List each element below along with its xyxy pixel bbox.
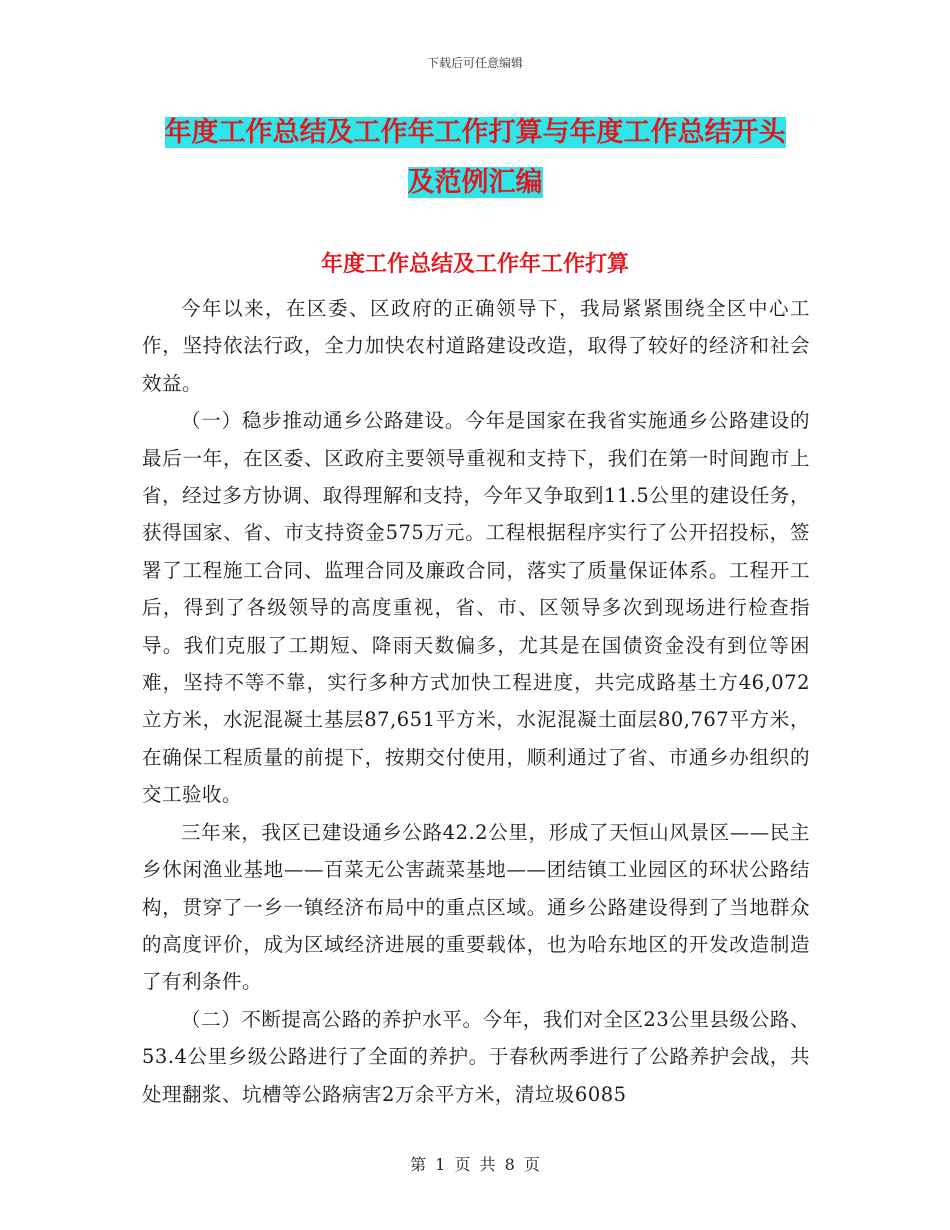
page-footer: 第 1 页 共 8 页 [410, 1155, 540, 1174]
document-body [142, 290, 810, 1113]
section-title: 年度工作总结及工作年工作打算 [320, 251, 629, 277]
document-title [140, 108, 810, 208]
paragraph: 今年以来，在区委、区政府的正确领导下，我局紧紧围绕全区中心工作，坚持依法行政，全力加快农村道路建设改造，取得了较好的经济和社会效益。 [142, 297, 810, 395]
paragraph: （一）稳步推动通乡公路建设。今年是国家在我省实施通乡公路建设的最后一年，在区委、区政府主要领导重视和支持下，我们在第一时间跑市上省，经过多方协调、取得理解和支持，今年又争取到11.5公里的建设任务，获得国家、省、市支持资金575万元。工程根据程序实行了公开招投标，签署了工程施工合同、监理合同及廉政合同，落实了质量保证体系。工程开工后，得到了各级领导的高度重视，省、市、区领导多次到现场进行检查指导。我们克服了工期短、降雨天数偏多，尤其是在国债资金没有到位等困难，坚持不等不靠，实行多种方式加快工程进度，共完成路基土方46,072立方米，水泥混凝土基层87,651平方米，水泥混凝土面层80,767平方米，在确保工程质量的前提下，按期交付使用，顺利通过了省、市通乡办组织的交工验收。 [142, 409, 810, 807]
paragraph: （二）不断提高公路的养护水平。今年，我们对全区23公里县级公路、53.4公里乡级公路进行了全面的养护。于春秋两季进行了公路养护会战，共处理翻浆、坑槽等公路病害2万余平方米，清垃圾6085 [142, 1007, 810, 1106]
title-line-2: 及范例汇编 [407, 167, 543, 198]
title-line-1: 年度工作总结及工作年工作打算与年度工作总结开头 [164, 117, 786, 148]
header-note: 下载后可任意编辑 [426, 56, 523, 70]
paragraph: 三年来，我区已建设通乡公路42.2公里，形成了天恒山风景区——民主乡休闲渔业基地——百菜无公害蔬菜基地——团结镇工业园区的环状公路结构，贯穿了一乡一镇经济布局中的重点区域。通乡公路建设得到了当地群众的高度评价，成为区域经济进展的重要载体，也为哈东地区的开发改造制造了有利条件。 [142, 820, 810, 994]
